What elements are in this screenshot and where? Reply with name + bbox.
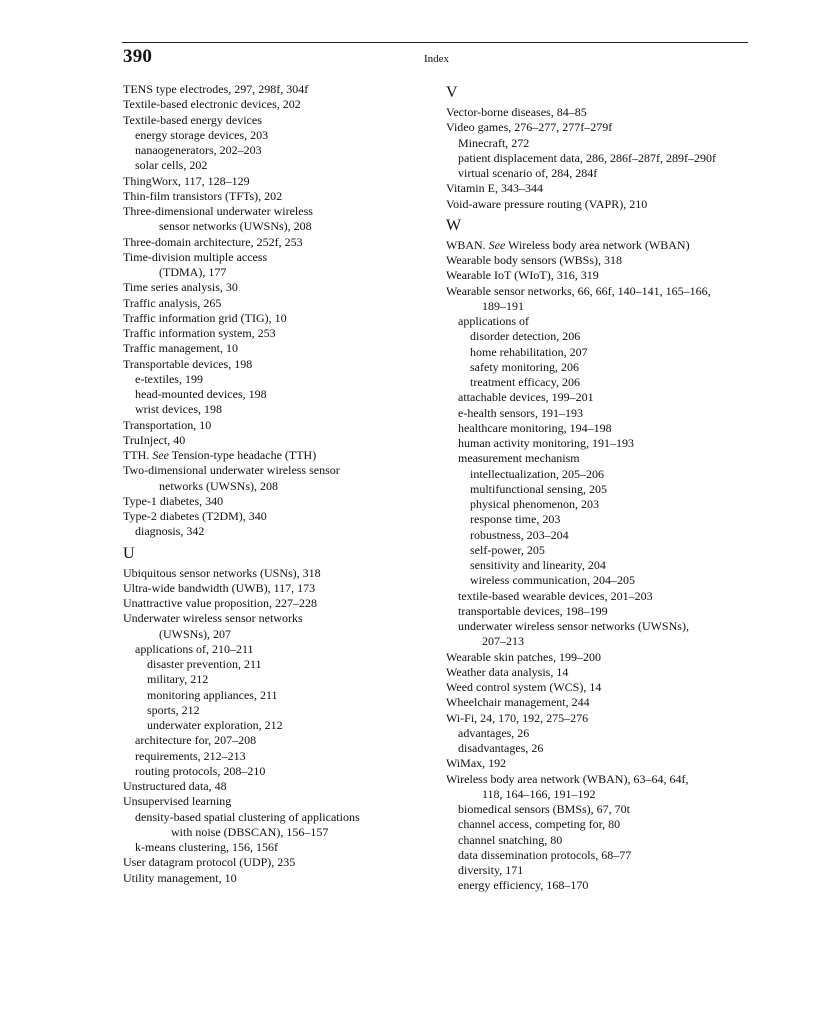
index-subentry: head-mounted devices, 198	[135, 387, 267, 401]
index-column-right	[446, 82, 756, 894]
index-entry: User datagram protocol (UDP), 235	[123, 855, 296, 870]
see-label: See	[152, 448, 169, 462]
index-subentry: underwater wireless sensor networks (UWSNs),	[458, 619, 689, 633]
index-entry: Wearable sensor networks, 66, 66f, 140–141, 165–166,	[446, 283, 711, 298]
index-entry: Time series analysis, 30	[123, 280, 238, 295]
index-entry: Utility management, 10	[123, 870, 237, 885]
index-entry: ThingWorx, 117, 128–129	[123, 173, 250, 188]
index-entry-continuation: 189–191	[482, 298, 524, 313]
index-entry: Ultra-wide bandwidth (UWB), 117, 173	[123, 580, 316, 595]
index-subsubentry: military, 212	[147, 672, 209, 687]
index-subsubentry: wireless communication, 204–205	[470, 573, 635, 588]
index-subentry: e-textiles, 199	[135, 371, 203, 386]
index-entry: Textile-based electronic devices, 202	[123, 97, 301, 112]
index-subentry: k-means clustering, 156, 156f	[135, 840, 278, 854]
index-subsubentry: multifunctional sensing, 205	[470, 481, 607, 496]
index-entry: Time-division multiple access	[123, 249, 268, 264]
index-entry: Wi-Fi, 24, 170, 192, 275–276	[446, 710, 589, 725]
index-subsubentry: sports, 212	[147, 702, 200, 717]
see-label: See	[488, 237, 506, 252]
index-subentry: nanaogenerators, 202–203	[135, 143, 262, 157]
cross-ref-target: Wireless body area network (WBAN)	[508, 237, 690, 252]
index-entry-continuation: networks (UWSNs), 208	[159, 478, 278, 493]
index-entry: Unstructured data, 48	[123, 779, 227, 793]
index-subentry: disadvantages, 26	[458, 741, 544, 755]
index-entry: Thin-film transistors (TFTs), 202	[123, 188, 283, 203]
index-entry: Two-dimensional underwater wireless sensor	[123, 463, 340, 478]
index-subsubentry: intellectualization, 205–206	[470, 466, 604, 481]
index-entry: Transportable devices, 198	[123, 356, 253, 371]
index-entry-continuation: (TDMA), 177	[159, 265, 227, 279]
index-entry: Traffic management, 10	[123, 341, 238, 356]
index-subsubentry: treatment efficacy, 206	[470, 375, 580, 389]
index-entry: Type-1 diabetes, 340	[123, 493, 224, 508]
index-subentry: energy efficiency, 168–170	[458, 878, 589, 893]
index-subentry: diversity, 171	[458, 863, 524, 877]
index-subentry: healthcare monitoring, 194–198	[458, 420, 612, 435]
index-entry	[123, 448, 423, 463]
index-subentry: human activity monitoring, 191–193	[458, 436, 634, 450]
cross-ref-term: WBAN.	[446, 237, 486, 252]
index-entry: Traffic information grid (TIG), 10	[123, 310, 287, 325]
index-entry: Vitamin E, 343–344	[446, 181, 543, 196]
index-entry: Wearable skin patches, 199–200	[446, 649, 601, 664]
index-entry: Traffic information system, 253	[123, 326, 276, 340]
index-subentry: biomedical sensors (BMSs), 67, 70t	[458, 802, 630, 816]
index-subentry: virtual scenario of, 284, 284f	[458, 166, 598, 180]
index-entry: Three-dimensional underwater wireless	[123, 204, 313, 218]
index-entry: Type-2 diabetes (T2DM), 340	[123, 509, 267, 523]
index-entry: Traffic analysis, 265	[123, 295, 222, 310]
index-entry: Void-aware pressure routing (VAPR), 210	[446, 196, 648, 211]
index-subentry: solar cells, 202	[135, 158, 208, 173]
index-subsubentry: underwater exploration, 212	[147, 718, 283, 732]
index-entry-continuation: 207–213	[482, 634, 524, 649]
running-head: Index	[424, 53, 450, 65]
index-subentry: applications of	[458, 314, 529, 328]
index-entry: TENS type electrodes, 297, 298f, 304f	[123, 82, 309, 96]
index-entry: Transportation, 10	[123, 417, 212, 432]
index-subsubentry: disorder detection, 206	[470, 329, 581, 344]
index-entry: Wireless body area network (WBAN), 63–64, 64f,	[446, 771, 689, 786]
index-subsubentry: response time, 203	[470, 512, 561, 527]
index-subentry: channel snatching, 80	[458, 832, 563, 847]
index-subentry: density-based spatial clustering of applications	[135, 809, 360, 824]
index-entry: Ubiquitous sensor networks (USNs), 318	[123, 565, 321, 580]
index-entry: Textile-based energy devices	[123, 112, 262, 127]
index-subentry: attachable devices, 199–201	[458, 390, 594, 405]
index-subentry: data dissemination protocols, 68–77	[458, 847, 632, 862]
index-entry: WiMax, 192	[446, 756, 507, 771]
section-letter-u: U	[123, 544, 135, 562]
index-subsubentry: safety monitoring, 206	[470, 359, 579, 374]
index-entry: Wearable IoT (WIoT), 316, 319	[446, 268, 599, 283]
index-entry: Underwater wireless sensor networks	[123, 611, 303, 626]
index-subentry: wrist devices, 198	[135, 402, 222, 417]
index-entry: TruInject, 40	[123, 432, 186, 447]
index-subentry: channel access, competing for, 80	[458, 817, 621, 832]
page-number: 390	[123, 46, 153, 67]
index-subsubentry: home rehabilitation, 207	[470, 344, 588, 359]
index-entry: Unsupervised learning	[123, 794, 232, 809]
index-subsubentry: sensitivity and linearity, 204	[470, 558, 606, 572]
index-entry: Weed control system (WCS), 14	[446, 680, 602, 694]
cross-ref-term: TTH.	[123, 448, 150, 462]
index-subentry: energy storage devices, 203	[135, 127, 269, 142]
index-subentry: applications of, 210–211	[135, 641, 254, 656]
index-subsubentry: robustness, 203–204	[470, 527, 569, 542]
index-subsubentry: physical phenomenon, 203	[470, 497, 599, 511]
index-entry-continuation: sensor networks (UWSNs), 208	[159, 219, 312, 234]
index-entry-continuation: 118, 164–166, 191–192	[482, 786, 596, 801]
cross-ref-target: Tension-type headache (TTH)	[171, 448, 317, 462]
index-entry	[446, 238, 756, 253]
index-subentry: architecture for, 207–208	[135, 733, 257, 748]
index-subentry: Minecraft, 272	[458, 135, 530, 150]
index-entry: Weather data analysis, 14	[446, 664, 569, 679]
header-rule	[122, 42, 748, 43]
index-subsubentry: self-power, 205	[470, 542, 545, 557]
index-subentry: e-health sensors, 191–193	[458, 405, 583, 420]
index-subentry: measurement mechanism	[458, 451, 580, 466]
index-subentry: textile-based wearable devices, 201–203	[458, 588, 653, 603]
index-entry-continuation: (UWSNs), 207	[159, 626, 231, 641]
index-entry: Video games, 276–277, 277f–279f	[446, 120, 613, 135]
index-entry: Wearable body sensors (WBSs), 318	[446, 253, 622, 267]
index-entry: Three-domain architecture, 252f, 253	[123, 234, 303, 249]
section-letter-v: V	[446, 84, 458, 101]
index-entry: Vector-borne diseases, 84–85	[446, 105, 587, 119]
index-subsubentry: monitoring appliances, 211	[147, 687, 278, 702]
index-subentry: requirements, 212–213	[135, 748, 246, 763]
index-subentry: patient displacement data, 286, 286f–287f, 289f–290f	[458, 150, 716, 165]
index-column-left	[123, 82, 423, 886]
index-subentry: diagnosis, 342	[135, 524, 205, 539]
index-subentry: transportable devices, 198–199	[458, 603, 608, 618]
index-subsubentry: disaster prevention, 211	[147, 657, 262, 671]
index-entry: Wheelchair management, 244	[446, 695, 590, 710]
index-entry-continuation: with noise (DBSCAN), 156–157	[171, 824, 329, 839]
index-subentry: advantages, 26	[458, 725, 530, 740]
index-entry: Unattractive value proposition, 227–228	[123, 596, 317, 610]
index-subentry: routing protocols, 208–210	[135, 763, 266, 778]
section-letter-w: W	[446, 216, 462, 234]
